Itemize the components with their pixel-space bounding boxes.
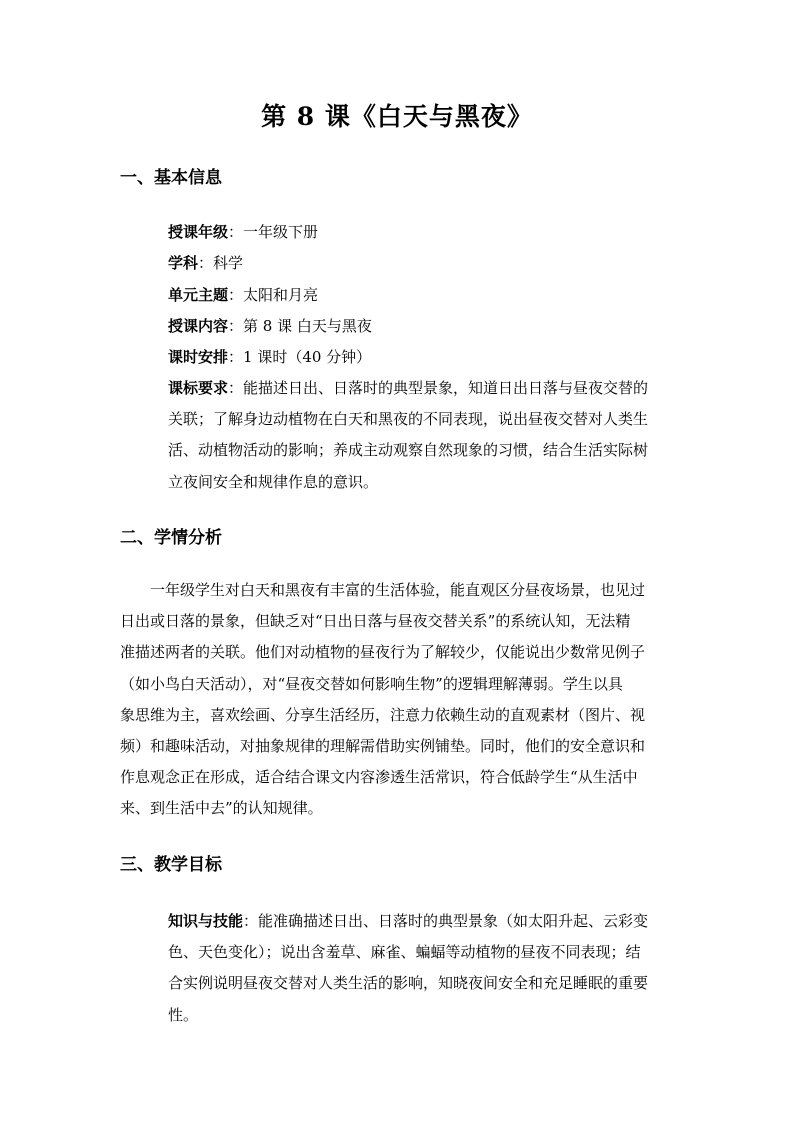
paragraph-line: 一年级学生对白天和黑夜有丰富的生活体验，能直观区分昼夜场景，也见过: [150, 581, 646, 599]
paragraph-line: 作息观念正在形成，适合结合课文内容渗透生活常识，符合低龄学生“从生活中: [120, 768, 638, 787]
paragraph-line: 象思维为主，喜欢绘画、分享生活经历，注意力依赖生动的直观素材（图片、视: [120, 705, 646, 724]
paragraph-line: 活、动植物活动的影响；养成主动观察自然现象的习惯，结合生活实际树: [168, 441, 649, 460]
paragraph-line: 性。: [168, 1005, 199, 1024]
section-heading-basic-info: 一、基本信息: [120, 168, 222, 188]
knowledge-label: 知识与技能: [168, 912, 244, 930]
info-content: [168, 315, 372, 337]
info-grade-value: ：一年级下册: [228, 223, 319, 241]
knowledge-text: ：能准确描述日出、日落时的典型景象（如太阳升起、云彩变: [243, 912, 649, 930]
standard-label: 课标要求: [168, 379, 229, 397]
paragraph-line: 合实例说明昼夜交替对人类生活的影响，知晓夜间安全和充足睡眠的重要: [168, 974, 649, 993]
curriculum-standard-paragraph: [120, 373, 675, 498]
paragraph-line: [120, 906, 675, 937]
info-content-value: ：第 8 课 白天与黑夜: [228, 317, 372, 335]
info-subject-label: 学科: [168, 254, 199, 272]
info-grade: [168, 221, 318, 243]
info-unit-value: ：太阳和月亮: [228, 286, 319, 304]
paragraph-line: 关联；了解身边动植物在白天和黑夜的不同表现，说出昼夜交替对人类生: [168, 410, 649, 429]
paragraph-line: 来、到生活中去”的认知规律。: [120, 799, 323, 818]
section-heading-teaching-goals: 三、教学目标: [120, 855, 222, 875]
paragraph-line: 准描述两者的关联。他们对动植物的昼夜行为了解较少，仅能说出少数常见例子: [120, 643, 646, 662]
paragraph-line: 色、天色变化）；说出含羞草、麻雀、蝙蝠等动植物的昼夜不同表现；结: [168, 943, 641, 962]
paragraph-line: 日出或日落的景象，但缺乏对“日出日落与昼夜交替关系”的系统认知，无法精: [120, 612, 631, 631]
info-hours-value: ：1 课时（40 分钟）: [228, 348, 372, 366]
info-hours-label: 课时安排: [168, 348, 229, 366]
page-title: 第 8 课《白天与黑夜》: [261, 102, 533, 131]
standard-text: ：能描述日出、日落时的典型景象，知道日出日落与昼夜交替的: [228, 379, 649, 397]
info-unit: [168, 284, 318, 306]
student-analysis-paragraph: [120, 575, 675, 825]
info-unit-label: 单元主题: [168, 286, 229, 304]
paragraph-line: （如小鸟白天活动），对“昼夜交替如何影响生物”的逻辑理解薄弱。学生以具: [120, 674, 623, 693]
info-subject-value: ：科学: [198, 254, 244, 272]
paragraph-line: 立夜间安全和规律作息的意识。: [168, 472, 379, 491]
info-content-label: 授课内容: [168, 317, 229, 335]
info-subject: [168, 252, 243, 274]
info-grade-label: 授课年级: [168, 223, 229, 241]
section-heading-student-analysis: 二、学情分析: [120, 528, 222, 548]
paragraph-line: [120, 373, 675, 404]
info-hours: [168, 346, 371, 368]
paragraph-line: 频）和趣味活动，对抽象规律的理解需借助实例铺垫。同时，他们的安全意识和: [120, 736, 646, 755]
knowledge-skills-paragraph: [120, 906, 675, 1031]
